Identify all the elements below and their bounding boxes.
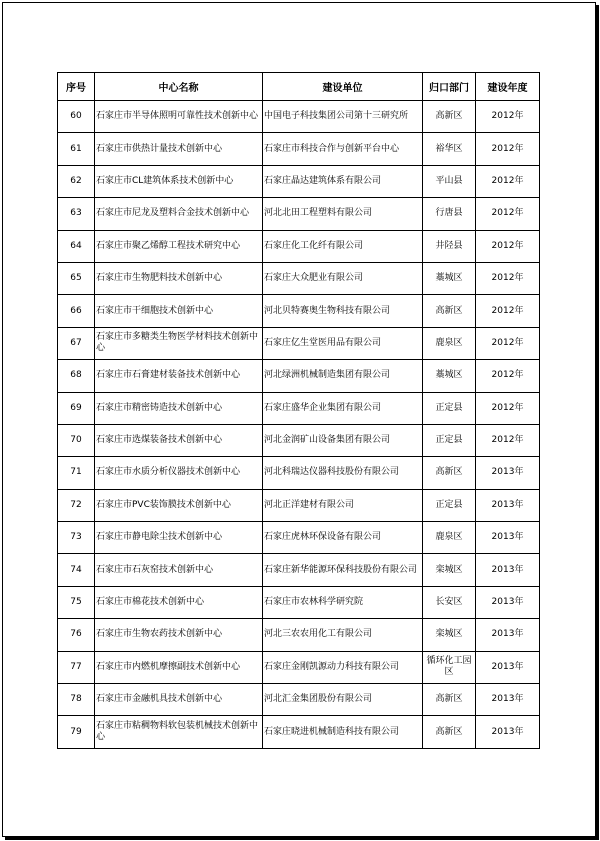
table-row (58, 101, 540, 133)
cell-organization: 石家庄市科技合作与创新平台中心 (263, 133, 423, 165)
cell-index: 65 (58, 262, 95, 294)
cell-department: 正定县 (423, 392, 476, 424)
cell-year: 2013年 (476, 716, 540, 748)
cell-organization: 中国电子科技集团公司第十三研究所 (263, 101, 423, 133)
cell-year: 2012年 (476, 360, 540, 392)
cell-year: 2012年 (476, 165, 540, 197)
cell-index: 67 (58, 327, 95, 359)
table-row (58, 230, 540, 262)
table-body (58, 101, 540, 749)
cell-organization: 河北金润矿山设备集团有限公司 (263, 424, 423, 456)
cell-organization: 石家庄晶达建筑体系有限公司 (263, 165, 423, 197)
cell-index: 68 (58, 360, 95, 392)
cell-year: 2013年 (476, 489, 540, 521)
cell-center-name: 石家庄市金融机具技术创新中心 (95, 684, 263, 716)
cell-center-name: 石家庄市干细胞技术创新中心 (95, 295, 263, 327)
cell-organization: 河北绿洲机械制造集团有限公司 (263, 360, 423, 392)
cell-index: 75 (58, 586, 95, 618)
cell-center-name: 石家庄市水质分析仪器技术创新中心 (95, 457, 263, 489)
cell-department: 鹿泉区 (423, 327, 476, 359)
table-row (58, 198, 540, 230)
cell-year: 2012年 (476, 262, 540, 294)
table-row (58, 360, 540, 392)
cell-year: 2012年 (476, 424, 540, 456)
cell-department: 藁城区 (423, 262, 476, 294)
cell-center-name: 石家庄市石膏建材装备技术创新中心 (95, 360, 263, 392)
cell-organization: 石家庄盛华企业集团有限公司 (263, 392, 423, 424)
cell-index: 72 (58, 489, 95, 521)
cell-index: 69 (58, 392, 95, 424)
table-row (58, 684, 540, 716)
table-row (58, 424, 540, 456)
cell-index: 77 (58, 651, 95, 683)
cell-organization: 石家庄金刚凯源动力科技有限公司 (263, 651, 423, 683)
table-row (58, 262, 540, 294)
cell-department: 井陉县 (423, 230, 476, 262)
cell-organization: 河北科瑞达仪器科技股份有限公司 (263, 457, 423, 489)
cell-center-name: 石家庄市尼龙及塑料合金技术创新中心 (95, 198, 263, 230)
cell-index: 79 (58, 716, 95, 748)
header-organization: 建设单位 (263, 73, 423, 101)
cell-year: 2013年 (476, 522, 540, 554)
cell-department: 鹿泉区 (423, 522, 476, 554)
table-row (58, 327, 540, 359)
cell-center-name: 石家庄市PVC装饰膜技术创新中心 (95, 489, 263, 521)
table-row (58, 554, 540, 586)
cell-department: 高新区 (423, 716, 476, 748)
header-department: 归口部门 (423, 73, 476, 101)
cell-department: 高新区 (423, 684, 476, 716)
cell-department: 裕华区 (423, 133, 476, 165)
cell-index: 71 (58, 457, 95, 489)
cell-center-name: 石家庄市供热计量技术创新中心 (95, 133, 263, 165)
cell-center-name: 石家庄市多糖类生物医学材料技术创新中心 (95, 327, 263, 359)
cell-department: 正定县 (423, 424, 476, 456)
cell-organization: 石家庄亿生堂医用品有限公司 (263, 327, 423, 359)
header-center-name: 中心名称 (95, 73, 263, 101)
cell-department: 平山县 (423, 165, 476, 197)
cell-organization: 河北北田工程塑料有限公司 (263, 198, 423, 230)
table-row (58, 716, 540, 748)
cell-year: 2013年 (476, 586, 540, 618)
table-row (58, 133, 540, 165)
cell-year: 2012年 (476, 295, 540, 327)
cell-organization: 河北贝特赛奥生物科技有限公司 (263, 295, 423, 327)
cell-index: 60 (58, 101, 95, 133)
cell-center-name: 石家庄市石灰窑技术创新中心 (95, 554, 263, 586)
cell-organization: 石家庄虎林环保设备有限公司 (263, 522, 423, 554)
cell-index: 66 (58, 295, 95, 327)
cell-center-name: 石家庄市棉花技术创新中心 (95, 586, 263, 618)
cell-year: 2013年 (476, 651, 540, 683)
cell-year: 2013年 (476, 457, 540, 489)
cell-center-name: 石家庄市精密铸造技术创新中心 (95, 392, 263, 424)
table-row (58, 619, 540, 651)
cell-organization: 河北汇金集团股份有限公司 (263, 684, 423, 716)
cell-department: 藁城区 (423, 360, 476, 392)
cell-organization: 石家庄市农林科学研究院 (263, 586, 423, 618)
table-row (58, 586, 540, 618)
cell-year: 2013年 (476, 554, 540, 586)
cell-organization: 石家庄新华能源环保科技股份有限公司 (263, 554, 423, 586)
cell-organization: 石家庄晓进机械制造科技有限公司 (263, 716, 423, 748)
cell-index: 62 (58, 165, 95, 197)
cell-index: 70 (58, 424, 95, 456)
cell-center-name: 石家庄市生物肥料技术创新中心 (95, 262, 263, 294)
cell-department: 高新区 (423, 295, 476, 327)
cell-department: 正定县 (423, 489, 476, 521)
cell-center-name: 石家庄市CL建筑体系技术创新中心 (95, 165, 263, 197)
cell-organization: 河北三农农用化工有限公司 (263, 619, 423, 651)
cell-center-name: 石家庄市选煤装备技术创新中心 (95, 424, 263, 456)
cell-year: 2012年 (476, 230, 540, 262)
cell-center-name: 石家庄市静电除尘技术创新中心 (95, 522, 263, 554)
cell-center-name: 石家庄市生物农药技术创新中心 (95, 619, 263, 651)
cell-year: 2013年 (476, 684, 540, 716)
cell-index: 64 (58, 230, 95, 262)
cell-index: 78 (58, 684, 95, 716)
cell-year: 2012年 (476, 133, 540, 165)
cell-organization: 河北正洋建材有限公司 (263, 489, 423, 521)
cell-year: 2012年 (476, 392, 540, 424)
cell-year: 2012年 (476, 101, 540, 133)
cell-department: 行唐县 (423, 198, 476, 230)
cell-department: 长安区 (423, 586, 476, 618)
table-row (58, 522, 540, 554)
header-year: 建设年度 (476, 73, 540, 101)
cell-organization: 石家庄化工化纤有限公司 (263, 230, 423, 262)
header-index: 序号 (58, 73, 95, 101)
table-row (58, 457, 540, 489)
cell-center-name: 石家庄市聚乙烯醇工程技术研究中心 (95, 230, 263, 262)
cell-index: 63 (58, 198, 95, 230)
cell-index: 76 (58, 619, 95, 651)
cell-index: 61 (58, 133, 95, 165)
cell-department: 高新区 (423, 457, 476, 489)
cell-department: 高新区 (423, 101, 476, 133)
cell-index: 73 (58, 522, 95, 554)
cell-center-name: 石家庄市粘稠物料软包装机械技术创新中心 (95, 716, 263, 748)
cell-center-name: 石家庄市半导体照明可靠性技术创新中心 (95, 101, 263, 133)
cell-year: 2012年 (476, 198, 540, 230)
table-header-row (58, 73, 540, 101)
cell-organization: 石家庄大众肥业有限公司 (263, 262, 423, 294)
cell-department: 栾城区 (423, 619, 476, 651)
innovation-center-table (57, 72, 540, 749)
cell-year: 2012年 (476, 327, 540, 359)
table-row (58, 295, 540, 327)
cell-center-name: 石家庄市内燃机摩擦副技术创新中心 (95, 651, 263, 683)
cell-department: 栾城区 (423, 554, 476, 586)
cell-year: 2013年 (476, 619, 540, 651)
table-row (58, 651, 540, 683)
table-row (58, 489, 540, 521)
cell-department: 循环化工园区 (423, 651, 476, 683)
cell-index: 74 (58, 554, 95, 586)
table-row (58, 392, 540, 424)
table-row (58, 165, 540, 197)
